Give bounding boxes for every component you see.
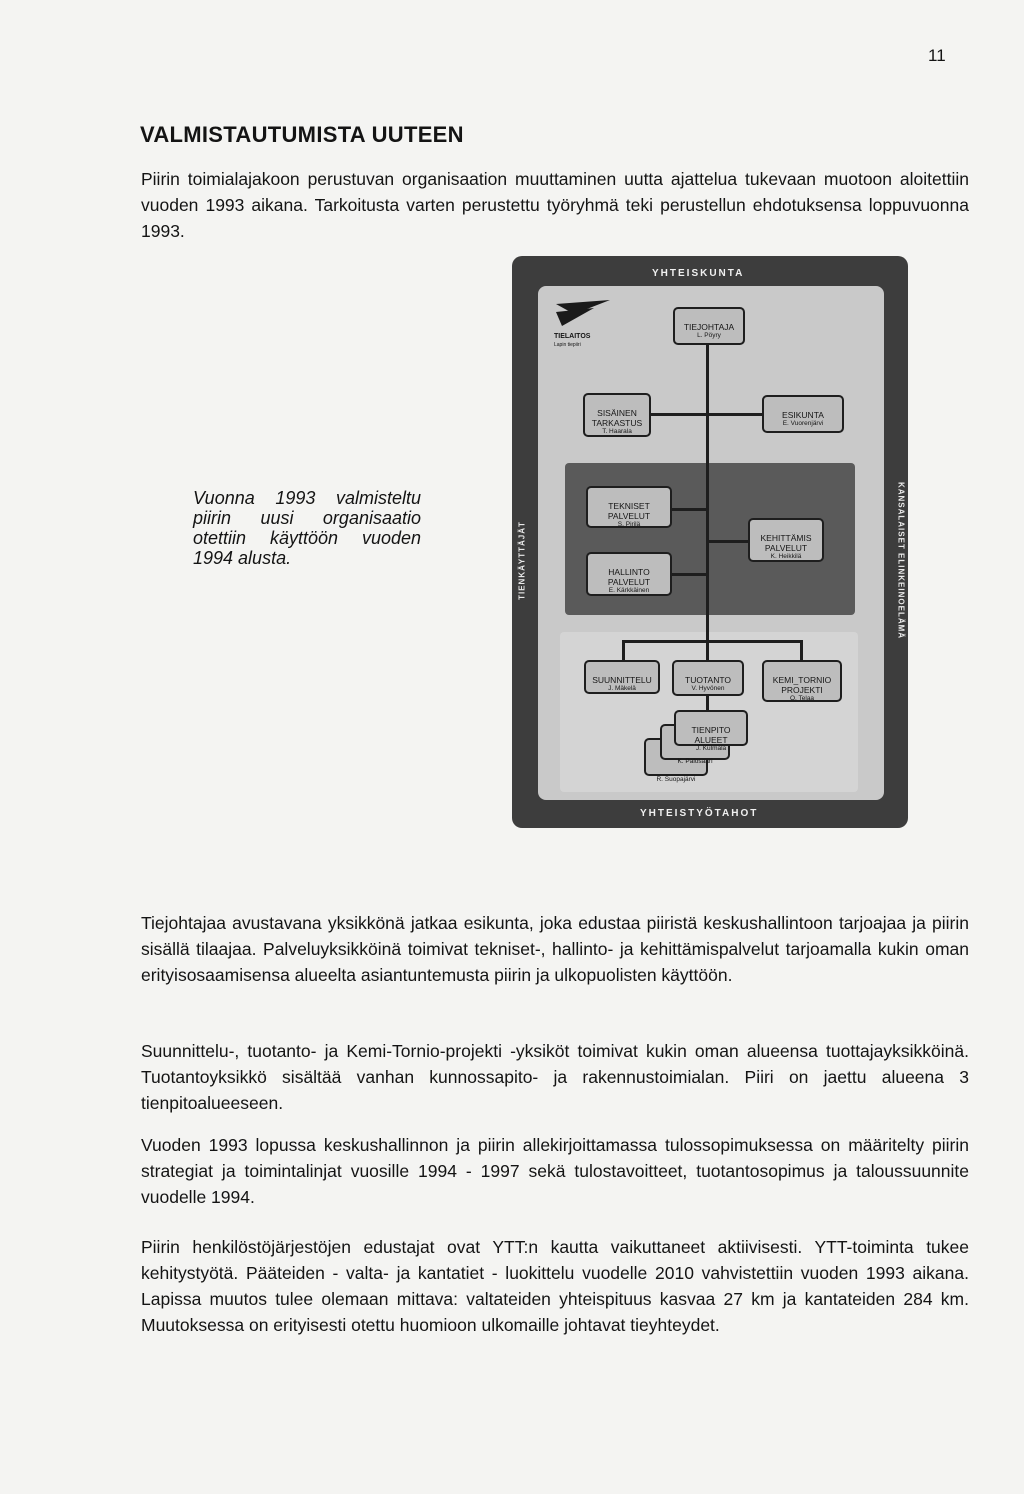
box-esikunta-person: E. Vuorenjärvi [782,420,824,427]
org-bottom-band: YHTEISTYÖTAHOT [640,808,759,819]
paragraph-4: Piirin henkilöstöjärjestöjen edustajat ovat YTT:n kautta vaikuttaneet aktiivisesti. YTT-toiminta tukee kehitystyötä. Pääteiden - valta- ja kantatiet - luokittelu vuodelle 2010 vahvistettiin vuoden 1993 aikana. Lapissa muutos tulee olemaan mittava: valtateiden yhteispituus kasvaa 27 km ja kantateiden 284 km. Muutoksessa on erityisesti otettu huomioon ulkomaille johtavat tieyhteydet. [141,1237,969,1335]
logo-name: TIELAITOS [554,333,591,340]
box-hallinto-person: E. Kärkkäinen [608,587,650,594]
box-kehittamis-palvelut [748,518,824,562]
box-esikunta-title: ESIKUNTA [782,410,824,420]
box-tienpito-2-person: K. Palosaari [677,758,713,765]
box-tuotanto [672,660,744,696]
connector-production-horizontal [622,640,802,643]
logo-text [554,333,590,349]
box-suunnittelu-title: SUUNNITTELU [592,675,652,685]
box-hallinto-title: HALLINTO PALVELUT [607,567,651,587]
box-hallinto-palvelut [586,552,672,596]
box-tienpito-3-person: R. Suopajärvi [656,776,696,783]
box-kemi-title: KEMI_TORNIO PROJEKTI [772,675,832,695]
logo-subtext: Lapin tiepiiri [554,342,581,348]
box-tienpito-alueet [674,710,748,752]
paragraph-2: Suunnittelu-, tuotanto- ja Kemi-Tornio-projekti -yksiköt toimivat kukin oman alueensa tuottajayksikköinä. Tuotantoyksikkö sisältää vanhan kunnossapito- ja rakennustoimialan. Piiri on jaettu alueena 3 tienpitoalueeseen. [141,1041,969,1113]
connector-suunnittelu [622,640,625,662]
box-kemi-tornio-projekti [762,660,842,702]
box-suunnittelu-person: J. Mäkelä [608,685,636,692]
box-sisainen-tarkastus [583,393,651,437]
box-tienpito-title: TIENPITO ALUEET [691,725,731,745]
paragraph-3: Vuoden 1993 lopussa keskushallinnon ja piirin allekirjoittamassa tulossopimuksessa on määritelty piirin strategiat ja toimintalinjat vuosille 1994 - 1997 sekä tulostavoitteet, tuotantosopimus ja taloussuunnite vuodelle 1994. [141,1135,969,1207]
box-tienpito-person: J. Kulmala [695,745,727,752]
box-tekniset-person: S. Pirilä [617,521,641,528]
intro-paragraph: Piirin toimialajakoon perustuvan organisaation muuttaminen uutta ajattelua tukevaan muotoon aloitettiin vuoden 1993 aikana. Tarkoitusta varten perustettu työryhmä teki perustellun ehdotuksensa loppuvuonna 1993. [141,169,969,241]
figure-caption: Vuonna 1993 valmisteltu piirin uusi organisaatio otettiin käyttöön vuoden 1994 alusta. [193,488,421,568]
box-tiejohtaja [673,307,745,345]
org-right-band: KANSALAISET ELINKEINOELÄMÄ [896,481,906,640]
box-tuotanto-title: TUOTANTO [685,675,731,685]
connector-staff-horizontal [648,413,764,416]
box-kemi-person: O. Telaa [789,695,815,702]
box-suunnittelu [584,660,660,694]
box-tuotanto-person: V. Hyvönen [691,685,725,692]
page-heading: VALMISTAUTUMISTA UUTEEN [140,122,464,147]
box-sisainen-title: SISÄINEN TARKASTUS [591,408,643,428]
box-tiejohtaja-title: TIEJOHTAJA [683,322,735,332]
box-kehittamis-title: KEHITTÄMIS PALVELUT [760,533,812,553]
page-number: 11 [928,46,946,65]
org-left-band: TIENKÄYTTÄJÄT [517,521,527,600]
box-tekniset-title: TEKNISET PALVELUT [607,501,651,521]
box-kehittamis-person: K. Heikkilä [770,553,802,560]
box-esikunta [762,395,844,433]
connector-kemi [800,640,803,662]
tielaitos-logo [554,298,610,328]
connector-tekniset [672,508,708,511]
org-top-band: YHTEISKUNTA [652,268,745,279]
connector-kehittamis [708,540,748,543]
paragraph-1: Tiejohtajaa avustavana yksikkönä jatkaa esikunta, joka edustaa piiristä keskushallintoon tarjoajaa ja piirin sisällä tilaajaa. Palveluyksikköinä toimivat tekniset-, hallinto- ja kehittämispalvelut tarjoamalla kukin oman erityisosaamisensa alueelta asiantuntemusta piirin ja ulkopuolisten käyttöön. [141,913,969,985]
box-tekniset-palvelut [586,486,672,528]
connector-main-vertical [706,340,709,670]
box-sisainen-person: T. Haarala [602,428,632,435]
box-tiejohtaja-person: L. Pöyry [697,332,721,339]
connector-hallinto [672,573,708,576]
